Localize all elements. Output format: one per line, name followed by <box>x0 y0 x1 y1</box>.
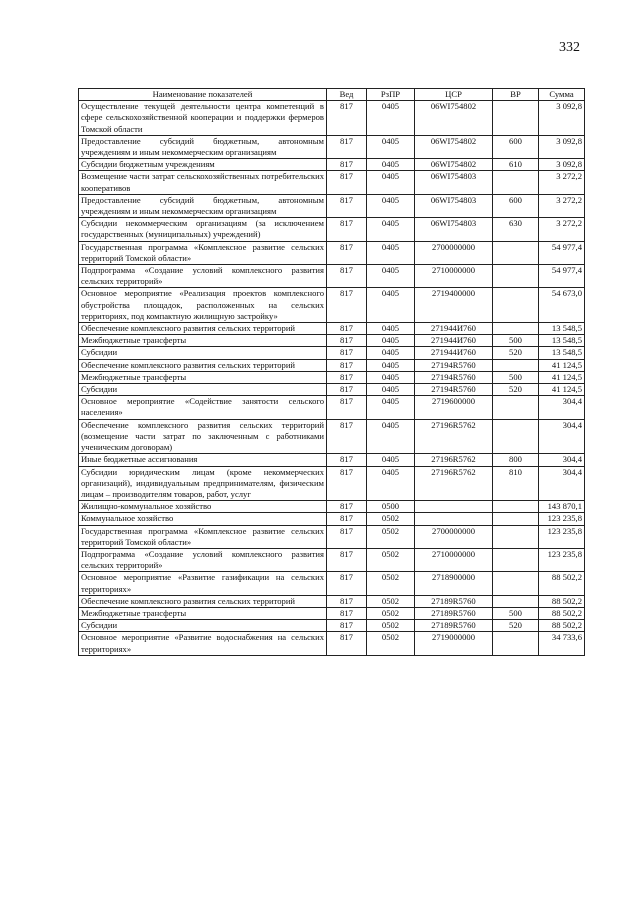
cell-name: Субсидии бюджетным учреждениям <box>79 159 327 171</box>
cell-ved: 817 <box>327 525 367 548</box>
cell-csr: 271944И760 <box>415 323 493 335</box>
cell-csr: 06WI754802 <box>415 159 493 171</box>
cell-rzpr: 0502 <box>367 595 415 607</box>
cell-rzpr: 0405 <box>367 218 415 241</box>
cell-vr <box>493 513 539 525</box>
cell-vr: 600 <box>493 135 539 158</box>
cell-rzpr: 0502 <box>367 572 415 595</box>
cell-vr <box>493 419 539 454</box>
cell-ved: 817 <box>327 218 367 241</box>
cell-csr: 2719000000 <box>415 632 493 655</box>
table-header-row <box>79 89 585 101</box>
table-row <box>79 501 585 513</box>
cell-csr: 27196R5762 <box>415 466 493 501</box>
cell-rzpr: 0405 <box>367 396 415 419</box>
cell-sum: 13 548,5 <box>539 335 585 347</box>
cell-vr <box>493 595 539 607</box>
table-row <box>79 101 585 136</box>
cell-vr: 500 <box>493 335 539 347</box>
table-row <box>79 513 585 525</box>
cell-ved: 817 <box>327 171 367 194</box>
cell-rzpr: 0405 <box>367 466 415 501</box>
cell-rzpr: 0502 <box>367 525 415 548</box>
table-row <box>79 194 585 217</box>
table-row <box>79 241 585 264</box>
cell-ved: 817 <box>327 194 367 217</box>
cell-name: Коммунальное хозяйство <box>79 513 327 525</box>
cell-name: Предоставление субсидий бюджетным, автономным учреждениям и иным некоммерческим организациям <box>79 194 327 217</box>
cell-vr <box>493 323 539 335</box>
cell-ved: 817 <box>327 466 367 501</box>
table-row <box>79 171 585 194</box>
cell-vr <box>493 241 539 264</box>
cell-csr <box>415 513 493 525</box>
cell-ved: 817 <box>327 632 367 655</box>
cell-name: Межбюджетные трансферты <box>79 607 327 619</box>
cell-sum: 54 673,0 <box>539 288 585 323</box>
cell-sum: 88 502,2 <box>539 572 585 595</box>
cell-name: Основное мероприятие «Развитие водоснабжения на сельских территориях» <box>79 632 327 655</box>
table-row <box>79 632 585 655</box>
table-row <box>79 454 585 466</box>
cell-csr: 27194R5760 <box>415 359 493 371</box>
cell-rzpr: 0405 <box>367 135 415 158</box>
cell-name: Субсидии некоммерческим организациям (за исключением государственных (муниципальных) учреждений) <box>79 218 327 241</box>
cell-csr <box>415 501 493 513</box>
cell-csr: 06WI754803 <box>415 171 493 194</box>
header-csr: ЦСР <box>415 89 493 101</box>
cell-sum: 123 235,8 <box>539 525 585 548</box>
cell-sum: 41 124,5 <box>539 359 585 371</box>
cell-rzpr: 0405 <box>367 371 415 383</box>
cell-rzpr: 0405 <box>367 359 415 371</box>
cell-vr <box>493 548 539 571</box>
cell-vr: 810 <box>493 466 539 501</box>
cell-csr: 06WI754803 <box>415 194 493 217</box>
cell-rzpr: 0405 <box>367 323 415 335</box>
cell-vr: 500 <box>493 607 539 619</box>
cell-rzpr: 0500 <box>367 501 415 513</box>
cell-csr: 271944И760 <box>415 335 493 347</box>
cell-name: Государственная программа «Комплексное развитие сельских территорий Томской области» <box>79 241 327 264</box>
table-row <box>79 218 585 241</box>
cell-name: Возмещение части затрат сельскохозяйственных потребительских кооперативов <box>79 171 327 194</box>
cell-name: Субсидии <box>79 347 327 359</box>
cell-rzpr: 0502 <box>367 620 415 632</box>
cell-vr <box>493 288 539 323</box>
cell-vr <box>493 265 539 288</box>
cell-rzpr: 0502 <box>367 632 415 655</box>
cell-csr: 06WI754802 <box>415 135 493 158</box>
cell-rzpr: 0405 <box>367 419 415 454</box>
cell-csr: 2719600000 <box>415 396 493 419</box>
table-row <box>79 288 585 323</box>
cell-rzpr: 0405 <box>367 265 415 288</box>
cell-vr: 630 <box>493 218 539 241</box>
cell-rzpr: 0405 <box>367 454 415 466</box>
cell-rzpr: 0405 <box>367 347 415 359</box>
cell-name: Обеспечение комплексного развития сельских территорий <box>79 595 327 607</box>
cell-rzpr: 0405 <box>367 288 415 323</box>
cell-sum: 304,4 <box>539 419 585 454</box>
cell-ved: 817 <box>327 501 367 513</box>
cell-rzpr: 0405 <box>367 171 415 194</box>
cell-csr: 27196R5762 <box>415 419 493 454</box>
cell-vr <box>493 525 539 548</box>
cell-csr: 06WI754802 <box>415 101 493 136</box>
cell-csr: 271944И760 <box>415 347 493 359</box>
cell-name: Подпрограмма «Создание условий комплексного развития сельских территорий» <box>79 548 327 571</box>
cell-ved: 817 <box>327 323 367 335</box>
table-row <box>79 466 585 501</box>
cell-vr <box>493 572 539 595</box>
table-row <box>79 323 585 335</box>
table-row <box>79 419 585 454</box>
cell-name: Основное мероприятие «Содействие занятости сельского населения» <box>79 396 327 419</box>
cell-ved: 817 <box>327 419 367 454</box>
cell-sum: 3 272,2 <box>539 218 585 241</box>
cell-csr: 2710000000 <box>415 265 493 288</box>
cell-ved: 817 <box>327 572 367 595</box>
cell-sum: 123 235,8 <box>539 513 585 525</box>
cell-vr <box>493 101 539 136</box>
cell-vr: 600 <box>493 194 539 217</box>
cell-name: Межбюджетные трансферты <box>79 335 327 347</box>
table-row <box>79 359 585 371</box>
table-row <box>79 159 585 171</box>
cell-vr <box>493 171 539 194</box>
cell-csr: 27189R5760 <box>415 595 493 607</box>
cell-csr: 2700000000 <box>415 241 493 264</box>
page-number: 332 <box>559 40 580 55</box>
table-row <box>79 265 585 288</box>
table-row <box>79 620 585 632</box>
cell-ved: 817 <box>327 548 367 571</box>
cell-vr: 520 <box>493 384 539 396</box>
cell-ved: 817 <box>327 347 367 359</box>
cell-ved: 817 <box>327 335 367 347</box>
table-row <box>79 572 585 595</box>
cell-vr <box>493 501 539 513</box>
cell-ved: 817 <box>327 620 367 632</box>
cell-sum: 88 502,2 <box>539 607 585 619</box>
cell-name: Обеспечение комплексного развития сельских территорий <box>79 323 327 335</box>
header-ved: Вед <box>327 89 367 101</box>
cell-vr: 520 <box>493 620 539 632</box>
cell-rzpr: 0502 <box>367 607 415 619</box>
cell-sum: 304,4 <box>539 454 585 466</box>
table-row <box>79 396 585 419</box>
cell-sum: 54 977,4 <box>539 265 585 288</box>
cell-vr: 520 <box>493 347 539 359</box>
table-body <box>79 101 585 656</box>
cell-ved: 817 <box>327 454 367 466</box>
table-row <box>79 548 585 571</box>
cell-sum: 54 977,4 <box>539 241 585 264</box>
budget-table <box>78 88 585 656</box>
cell-rzpr: 0502 <box>367 548 415 571</box>
cell-name: Обеспечение комплексного развития сельских территорий (возмещение части затрат по заключенным с работниками ученическим договорам) <box>79 419 327 454</box>
cell-csr: 2700000000 <box>415 525 493 548</box>
cell-ved: 817 <box>327 607 367 619</box>
cell-ved: 817 <box>327 513 367 525</box>
cell-sum: 3 092,8 <box>539 159 585 171</box>
table-row <box>79 525 585 548</box>
cell-csr: 2718900000 <box>415 572 493 595</box>
cell-name: Основное мероприятие «Реализация проектов комплексного обустройства площадок, расположенных на сельских территориях, под компактную жилищную застройку» <box>79 288 327 323</box>
cell-ved: 817 <box>327 265 367 288</box>
cell-sum: 41 124,5 <box>539 384 585 396</box>
cell-csr: 27189R5760 <box>415 620 493 632</box>
cell-rzpr: 0405 <box>367 335 415 347</box>
table-row <box>79 595 585 607</box>
cell-sum: 143 870,1 <box>539 501 585 513</box>
cell-ved: 817 <box>327 288 367 323</box>
cell-ved: 817 <box>327 371 367 383</box>
cell-sum: 304,4 <box>539 466 585 501</box>
cell-name: Субсидии юридическим лицам (кроме некоммерческих организаций), индивидуальным предпринимателям, физическим лицам – производителям товаров, работ, услуг <box>79 466 327 501</box>
cell-ved: 817 <box>327 384 367 396</box>
header-vr: ВР <box>493 89 539 101</box>
cell-ved: 817 <box>327 159 367 171</box>
cell-rzpr: 0405 <box>367 384 415 396</box>
cell-name: Субсидии <box>79 384 327 396</box>
cell-name: Подпрограмма «Создание условий комплексного развития сельских территорий» <box>79 265 327 288</box>
table-row <box>79 607 585 619</box>
cell-sum: 3 092,8 <box>539 101 585 136</box>
cell-vr: 610 <box>493 159 539 171</box>
cell-csr: 27194R5760 <box>415 371 493 383</box>
cell-sum: 304,4 <box>539 396 585 419</box>
cell-ved: 817 <box>327 241 367 264</box>
cell-rzpr: 0405 <box>367 194 415 217</box>
cell-vr <box>493 359 539 371</box>
cell-name: Обеспечение комплексного развития сельских территорий <box>79 359 327 371</box>
header-sum: Сумма <box>539 89 585 101</box>
cell-vr <box>493 396 539 419</box>
cell-name: Межбюджетные трансферты <box>79 371 327 383</box>
table-row <box>79 347 585 359</box>
cell-sum: 13 548,5 <box>539 347 585 359</box>
cell-rzpr: 0405 <box>367 101 415 136</box>
cell-ved: 817 <box>327 135 367 158</box>
cell-vr <box>493 632 539 655</box>
cell-ved: 817 <box>327 595 367 607</box>
cell-ved: 817 <box>327 359 367 371</box>
header-name: Наименование показателей <box>79 89 327 101</box>
cell-vr: 500 <box>493 371 539 383</box>
cell-sum: 88 502,2 <box>539 620 585 632</box>
cell-name: Жилищно-коммунальное хозяйство <box>79 501 327 513</box>
cell-name: Государственная программа «Комплексное развитие сельских территорий Томской области» <box>79 525 327 548</box>
cell-sum: 3 092,8 <box>539 135 585 158</box>
cell-vr: 800 <box>493 454 539 466</box>
cell-name: Предоставление субсидий бюджетным, автономным учреждениям и иным некоммерческим организациям <box>79 135 327 158</box>
cell-sum: 3 272,2 <box>539 171 585 194</box>
cell-name: Осуществление текущей деятельности центра компетенций в сфере сельскохозяйственной кооперации и поддержки фермеров Томской области <box>79 101 327 136</box>
cell-sum: 3 272,2 <box>539 194 585 217</box>
cell-sum: 41 124,5 <box>539 371 585 383</box>
table-row <box>79 371 585 383</box>
table-row <box>79 335 585 347</box>
cell-sum: 13 548,5 <box>539 323 585 335</box>
cell-csr: 27189R5760 <box>415 607 493 619</box>
cell-ved: 817 <box>327 396 367 419</box>
header-rzpr: РзПР <box>367 89 415 101</box>
cell-ved: 817 <box>327 101 367 136</box>
cell-sum: 34 733,6 <box>539 632 585 655</box>
cell-name: Субсидии <box>79 620 327 632</box>
cell-name: Основное мероприятие «Развитие газификации на сельских территориях» <box>79 572 327 595</box>
cell-csr: 27196R5762 <box>415 454 493 466</box>
cell-rzpr: 0502 <box>367 513 415 525</box>
cell-rzpr: 0405 <box>367 241 415 264</box>
cell-name: Иные бюджетные ассигнования <box>79 454 327 466</box>
cell-sum: 88 502,2 <box>539 595 585 607</box>
cell-sum: 123 235,8 <box>539 548 585 571</box>
table-row <box>79 384 585 396</box>
cell-csr: 06WI754803 <box>415 218 493 241</box>
cell-csr: 2719400000 <box>415 288 493 323</box>
cell-rzpr: 0405 <box>367 159 415 171</box>
cell-csr: 27194R5760 <box>415 384 493 396</box>
table-row <box>79 135 585 158</box>
cell-csr: 2710000000 <box>415 548 493 571</box>
